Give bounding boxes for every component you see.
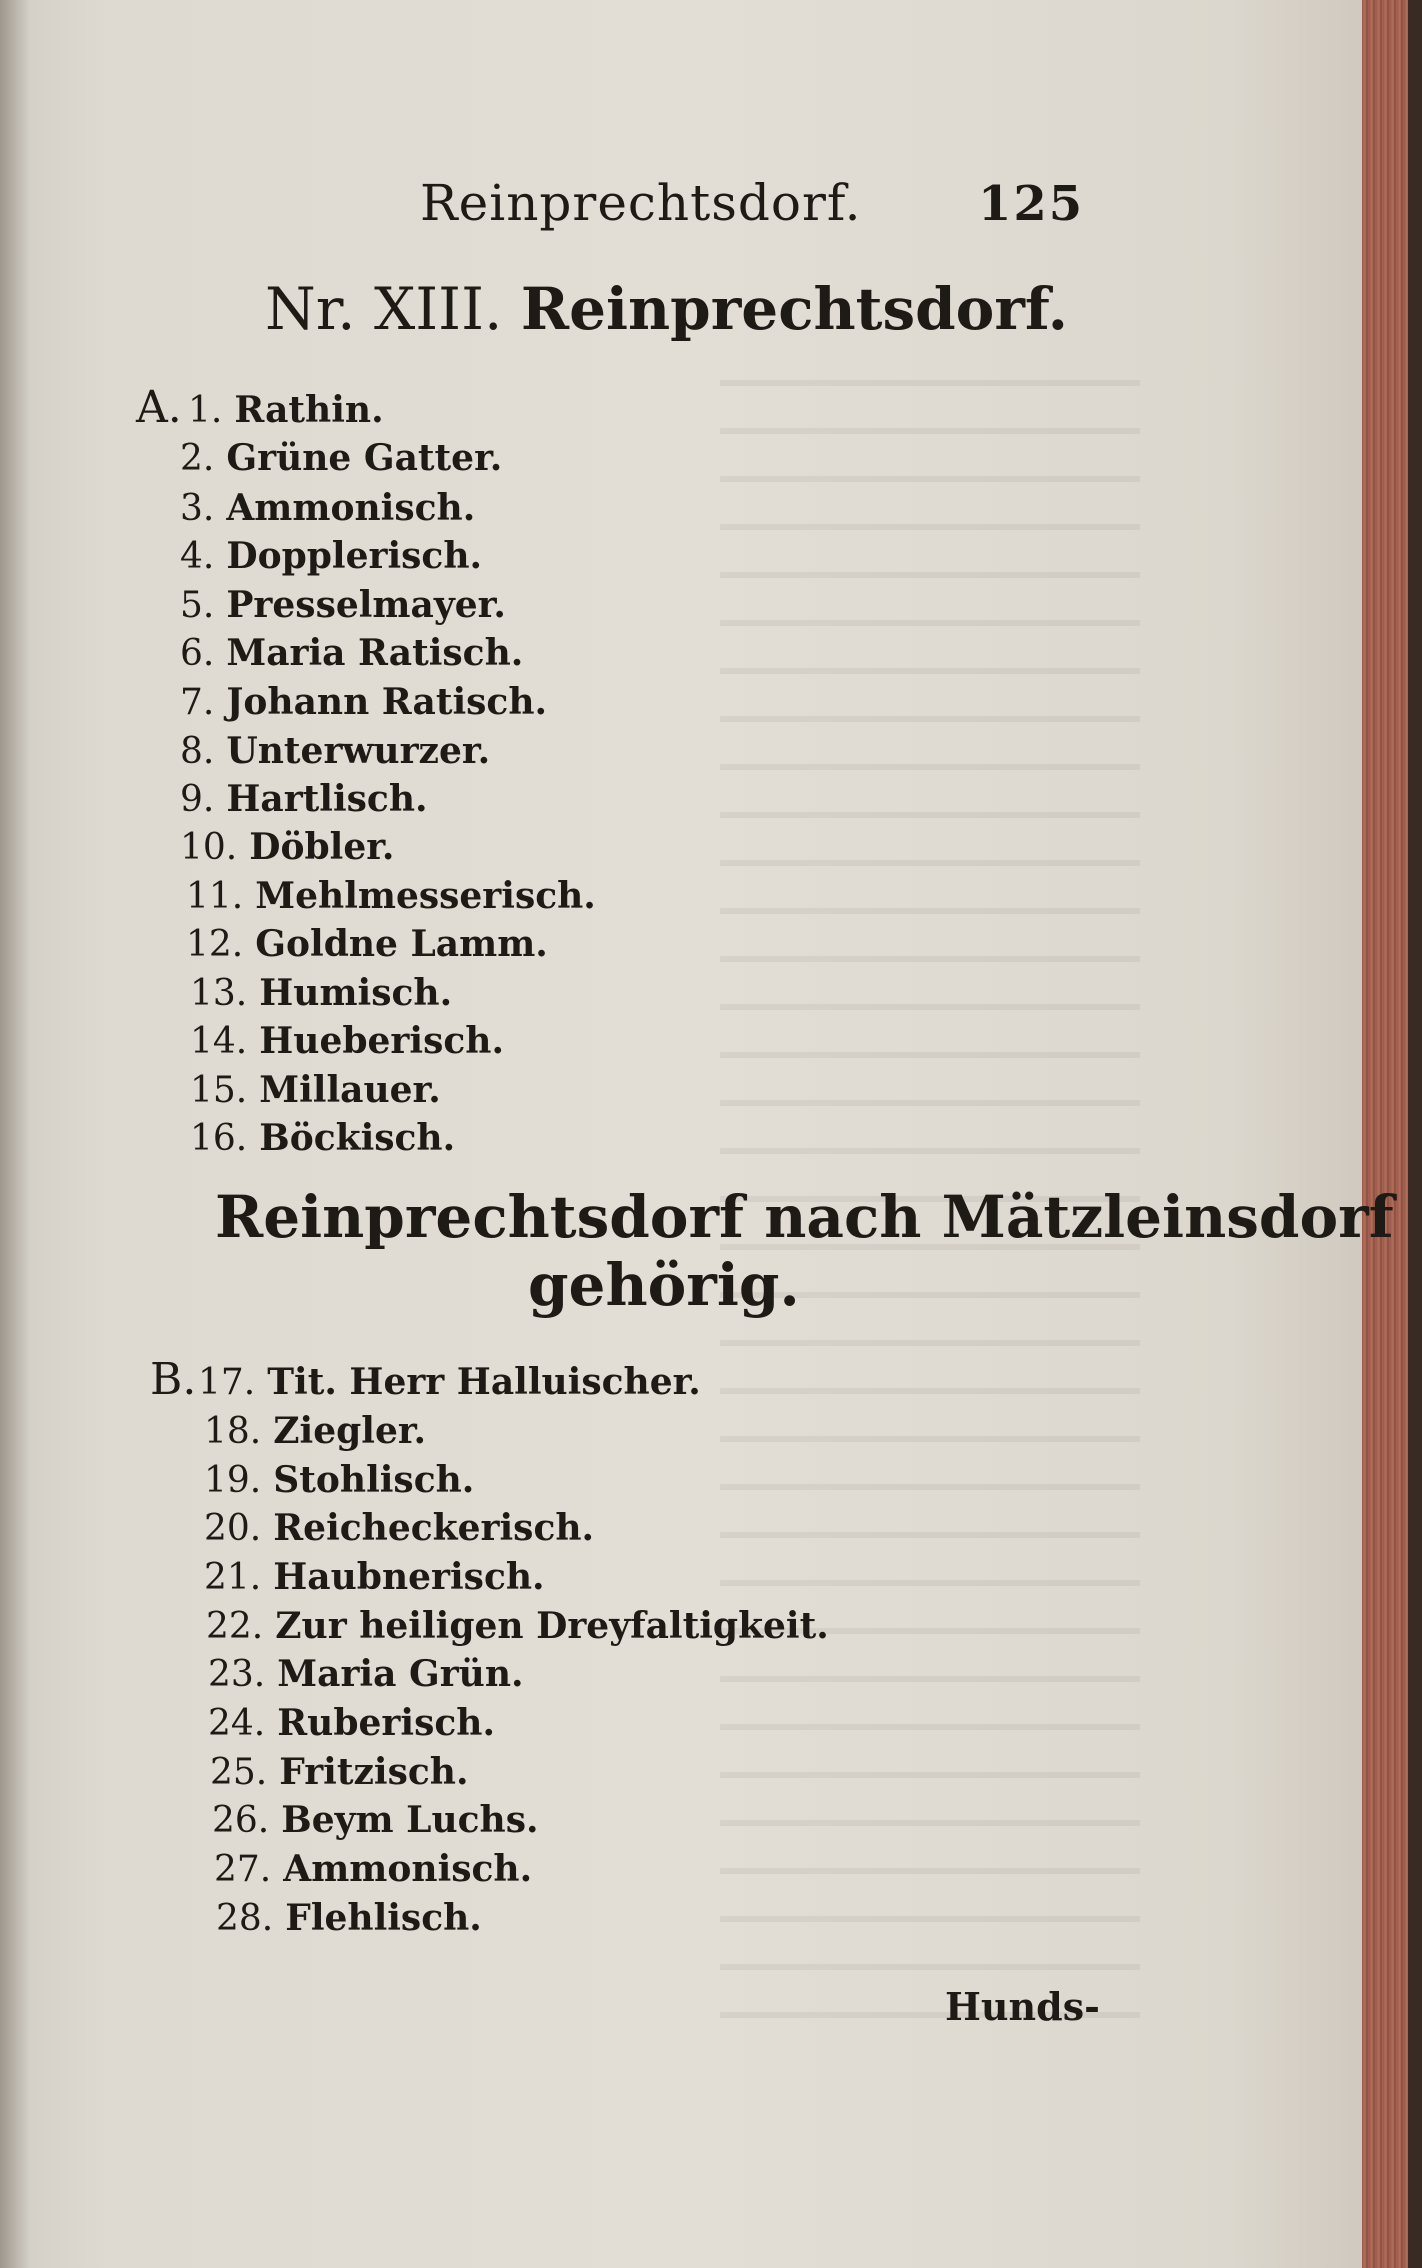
entry-name: Millauer. <box>259 1069 441 1111</box>
entry-name: Dopplerisch. <box>226 535 483 577</box>
entry-name: Zur heiligen Dreyfaltigkeit. <box>275 1605 829 1647</box>
entry-name: Hueberisch. <box>259 1020 504 1062</box>
entry-number: 1. <box>188 390 223 431</box>
entry-name: Tit. Herr Halluischer. <box>267 1361 701 1403</box>
section-number: Nr. XIII. <box>265 275 503 343</box>
list-item <box>198 1361 701 1403</box>
entry-name: Fritzisch. <box>279 1751 469 1793</box>
list-item <box>210 1751 469 1793</box>
group-a-letter: A. <box>136 382 182 433</box>
list-item <box>204 1410 427 1452</box>
entry-number: 21. <box>204 1557 262 1598</box>
entry-name: Haubnerisch. <box>273 1556 545 1598</box>
entry-number: 3. <box>180 488 215 529</box>
group-b-letter: B. <box>150 1354 197 1405</box>
entry-name: Beym Luchs. <box>281 1799 539 1841</box>
entry-number: 10. <box>180 827 238 868</box>
entry-number: 23. <box>208 1654 266 1695</box>
list-item <box>180 681 548 723</box>
list-item <box>180 584 506 626</box>
list-item <box>216 1897 482 1939</box>
list-item <box>180 778 428 820</box>
page-number: 125 <box>978 176 1085 232</box>
list-item <box>190 972 453 1014</box>
entry-name: Unterwurzer. <box>226 730 491 772</box>
entry-name: Grüne Gatter. <box>226 437 503 479</box>
entry-number: 20. <box>204 1508 262 1549</box>
entry-number: 19. <box>204 1460 262 1501</box>
list-item <box>214 1848 533 1890</box>
entry-number: 26. <box>212 1800 270 1841</box>
entry-name: Reicheckerisch. <box>273 1507 595 1549</box>
entry-name: Stohlisch. <box>273 1459 475 1501</box>
entry-name: Hartlisch. <box>226 778 428 820</box>
entry-number: 13. <box>190 973 248 1014</box>
entry-number: 25. <box>210 1752 268 1793</box>
entry-name: Humisch. <box>259 972 453 1014</box>
entry-number: 27. <box>214 1849 272 1890</box>
list-item <box>180 437 503 479</box>
list-item <box>186 875 596 917</box>
list-item <box>204 1507 595 1549</box>
list-item <box>212 1799 539 1841</box>
list-item <box>190 1069 441 1111</box>
entry-number: 8. <box>180 731 215 772</box>
entry-name: Goldne Lamm. <box>255 923 548 965</box>
running-head: Reinprechtsdorf. <box>420 174 862 232</box>
list-item <box>208 1702 495 1744</box>
list-item <box>190 1117 456 1159</box>
list-item <box>190 1020 504 1062</box>
entry-number: 16. <box>190 1118 248 1159</box>
entry-number: 28. <box>216 1898 274 1939</box>
entry-name: Flehlisch. <box>285 1897 482 1939</box>
entry-name: Böckisch. <box>259 1117 456 1159</box>
entry-name: Maria Ratisch. <box>226 632 524 674</box>
list-item <box>180 632 524 674</box>
entry-number: 5. <box>180 585 215 626</box>
entry-number: 22. <box>206 1606 264 1647</box>
list-item <box>180 826 395 868</box>
section-heading <box>265 275 1068 343</box>
entry-number: 18. <box>204 1411 262 1452</box>
gutter-shadow <box>0 0 30 2268</box>
entry-name: Ruberisch. <box>277 1702 495 1744</box>
entry-name: Rathin. <box>234 389 384 431</box>
entry-name: Döbler. <box>249 826 395 868</box>
entry-name: Ammonisch. <box>226 487 476 529</box>
entry-number: 24. <box>208 1703 266 1744</box>
book-edge-shadow <box>1408 0 1422 2268</box>
entry-number: 6. <box>180 633 215 674</box>
entry-name: Maria Grün. <box>277 1653 524 1695</box>
entry-number: 12. <box>186 924 244 965</box>
entry-number: 9. <box>180 779 215 820</box>
list-item <box>204 1459 475 1501</box>
list-item <box>206 1605 829 1647</box>
list-item <box>188 389 384 431</box>
list-item <box>180 487 476 529</box>
entry-number: 14. <box>190 1021 248 1062</box>
subheading-line-2: gehörig. <box>528 1251 800 1319</box>
entry-number: 17. <box>198 1362 256 1403</box>
entry-name: Presselmayer. <box>226 584 506 626</box>
list-item <box>180 730 491 772</box>
catchword: Hunds- <box>945 1984 1100 2029</box>
entry-name: Ziegler. <box>273 1410 427 1452</box>
list-item <box>204 1556 545 1598</box>
entry-number: 2. <box>180 438 215 479</box>
entry-name: Ammonisch. <box>283 1848 533 1890</box>
entry-number: 4. <box>180 536 215 577</box>
entry-number: 11. <box>186 876 244 917</box>
entry-number: 15. <box>190 1070 248 1111</box>
list-item <box>208 1653 524 1695</box>
subheading-line-1: Reinprechtsdorf nach Mätzleinsdorf <box>215 1183 1394 1251</box>
list-item <box>180 535 483 577</box>
entry-name: Mehlmesserisch. <box>255 875 596 917</box>
section-title: Reinprechtsdorf. <box>520 275 1068 343</box>
list-item <box>186 923 548 965</box>
entry-number: 7. <box>180 682 215 723</box>
entry-name: Johann Ratisch. <box>226 681 548 723</box>
